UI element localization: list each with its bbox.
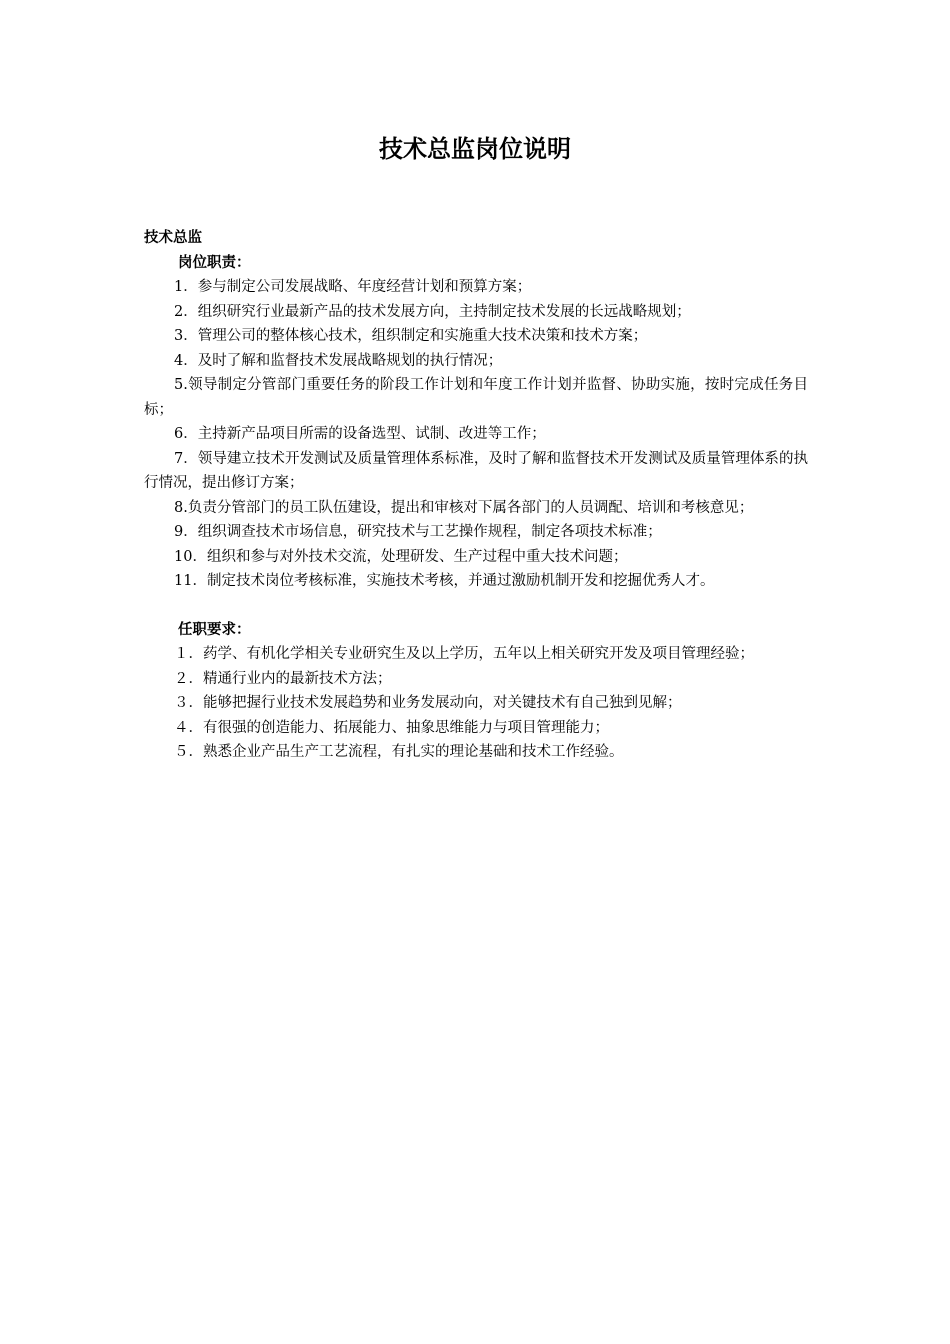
responsibility-item: 6．主持新产品项目所需的设备选型、试制、改进等工作； xyxy=(174,426,546,442)
requirement-item: ５．熟悉企业产品生产工艺流程，有扎实的理论基础和技术工作经验。 xyxy=(174,744,624,760)
responsibility-item: 10．组织和参与对外技术交流，处理研发、生产过程中重大技术问题； xyxy=(174,548,628,565)
document-body xyxy=(144,226,808,765)
requirement-item: ２．精通行业内的最新技术方法； xyxy=(174,670,392,687)
responsibility-item: 1．参与制定公司发展战略、年度经营计划和预算方案； xyxy=(174,279,532,295)
responsibility-item: 4．及时了解和监督技术发展战略规划的执行情况； xyxy=(174,352,503,369)
responsibility-item: 3．管理公司的整体核心技术，组织制定和实施重大技术决策和技术方案； xyxy=(174,328,648,344)
responsibility-item: 8.负责分管部门的员工队伍建设，提出和审核对下属各部门的人员调配、培训和考核意见； xyxy=(174,499,754,516)
section-spacer xyxy=(144,594,808,618)
responsibility-item: 5.领导制定分管部门重要任务的阶段工作计划和年度工作计划并监督、协助实施，按时完成任务目标； xyxy=(144,377,808,418)
responsibility-item: 9．组织调查技术市场信息，研究技术与工艺操作规程，制定各项技术标准； xyxy=(174,524,662,540)
requirement-item: ３．能够把握行业技术发展趋势和业务发展动向，对关键技术有自己独到见解； xyxy=(174,695,682,711)
requirements-heading: 任职要求： xyxy=(178,621,251,638)
responsibility-item: 2．组织研究行业最新产品的技术发展方向，主持制定技术发展的长远战略规划； xyxy=(174,303,691,320)
requirement-item: １．药学、有机化学相关专业研究生及以上学历，五年以上相关研究开发及项目管理经验； xyxy=(174,646,754,662)
responsibility-item: 11．制定技术岗位考核标准，实施技术考核，并通过激励机制开发和挖掘优秀人才。 xyxy=(174,573,715,589)
responsibilities-heading: 岗位职责： xyxy=(178,254,251,271)
document-title: 技术总监岗位说明 xyxy=(379,135,571,163)
requirement-item: ４．有很强的创造能力、拓展能力、抽象思维能力与项目管理能力； xyxy=(174,719,609,736)
position-name: 技术总监 xyxy=(144,230,202,246)
responsibility-item: 7．领导建立技术开发测试及质量管理体系标准，及时了解和监督技术开发测试及质量管理体系的执行情况，提出修订方案； xyxy=(144,450,808,491)
